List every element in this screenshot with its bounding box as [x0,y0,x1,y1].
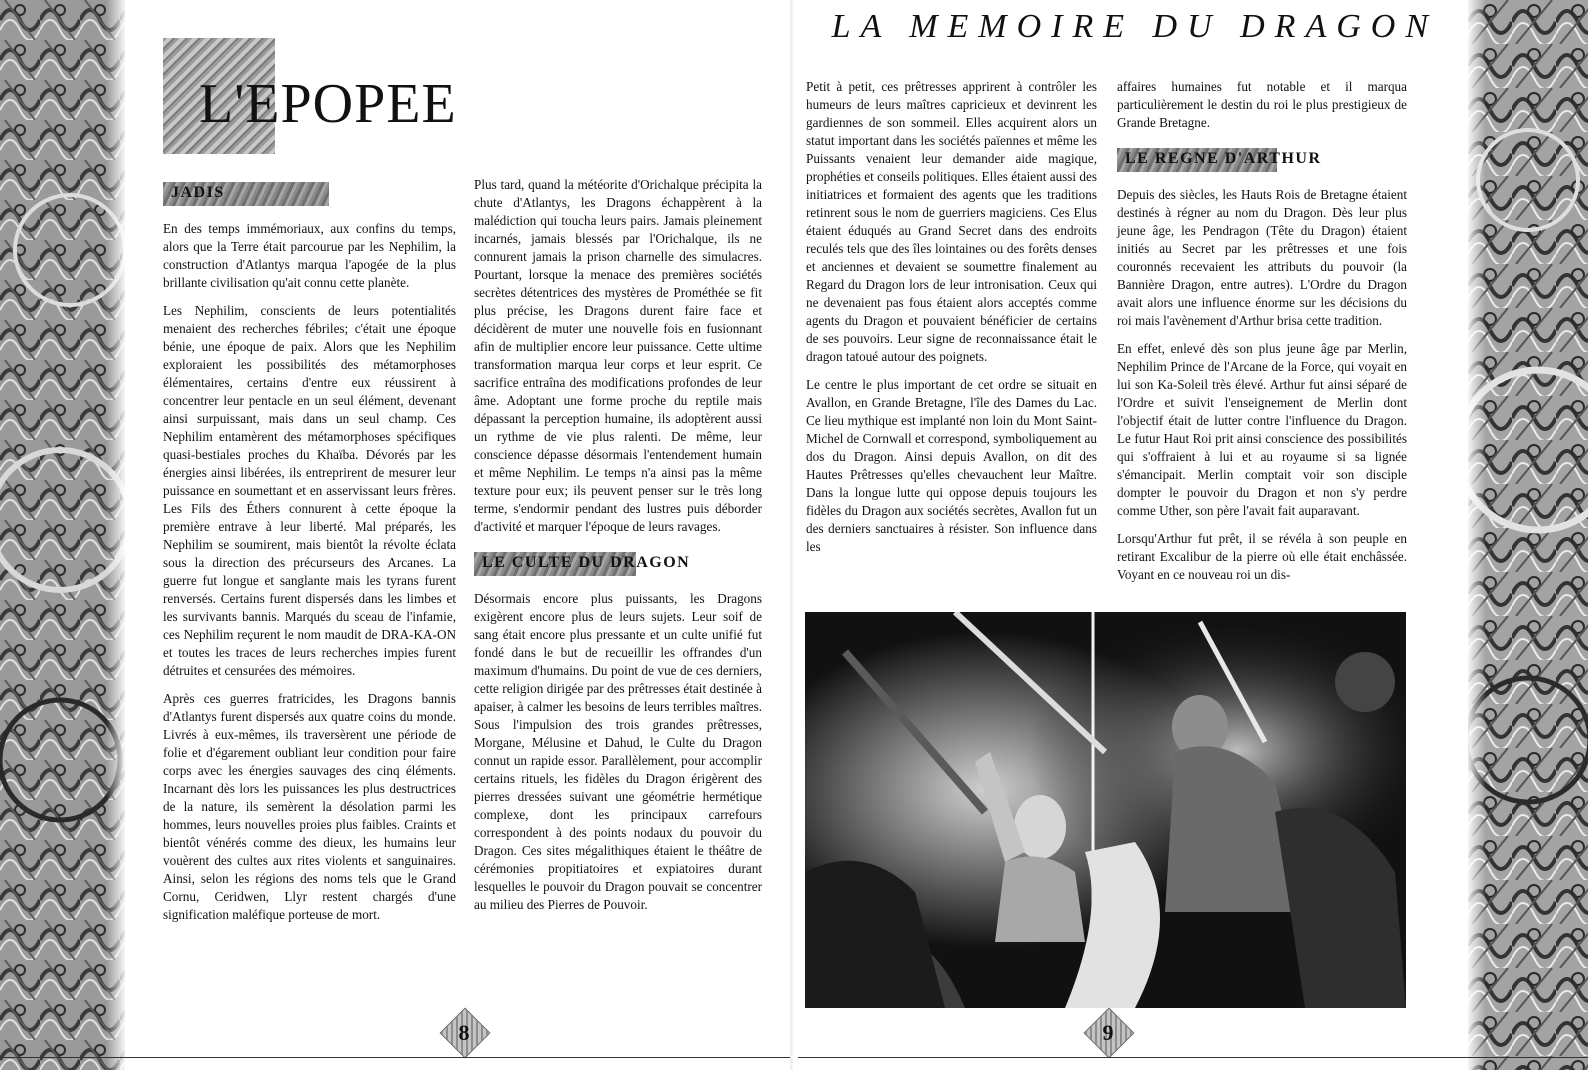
page-number-ornament-right [1084,1008,1132,1056]
section-heading-jadis [163,180,456,208]
right-column-2 [1117,78,1407,594]
paragraph: affaires humaines fut notable et il marqua particulièrement le destin du roi le plus prestigieux de Grande Bretagne. [1117,79,1407,130]
left-column-2 [474,176,762,924]
left-ornamental-border [0,0,125,1070]
right-ornamental-border [1468,0,1588,1070]
left-column-1 [163,180,456,934]
bottom-rule [798,1057,1588,1058]
paragraph: Depuis des siècles, les Hauts Rois de Bretagne étaient destinés à régner au nom du Dragon. Dès leur plus jeune âge, les Pendragon (Tête du Dragon) étaient initiés au Secret par les prêtresses et une fois couronnés recevaient les attributs du pouvoir (la Bannière Dragon, entre autres). L'Ordre du Dragon avait alors une influence énorme sur les décisions du roi mais l'avènement d'Arthur brisa cette tradition. [1117,187,1407,328]
section-heading-regne [1117,146,1407,174]
paragraph: En effet, enlevé dès son plus jeune âge par Merlin, Nephilim Prince de l'Arcane de la Force, qui voyait en lui son Ka-Soleil très élevé. Arthur fut ainsi séparé de l'Ordre et suivit l'enseignement de Merlin dont l'objectif était de lutter contre l'influence du Dragon. Le futur Haut Roi prit ainsi conscience des possibilités qui s'offraient à lui et au royaume si sa lignée s'émancipait. Merlin comptait voir son disciple dompter le pouvoir du Dragon et non s'y perdre comme Uther, son père l'avait fait auparavant. [1117,341,1407,518]
section-heading-culte [474,550,762,578]
paragraph: Lorsqu'Arthur fut prêt, il se révéla à son peuple en retirant Excalibur de la pierre où elle était enchâssée. Voyant en ce nouveau roi un dis- [1117,531,1407,582]
bottom-rule [0,1057,790,1058]
paragraph: Après ces guerres fratricides, les Dragons bannis d'Atlantys furent dispersés aux quatre coins du monde. Livrés à eux-mêmes, ils traversèrent une période de folie et d'égarement oubliant leur condition pour faire corps avec les énergies sauvages des cinq éléments. Incarnant dès lors les puissances les plus destructrices de la nature, ils semèrent la désolation parmi les hommes, leurs nouvelles proies plus faibles. Craints et bientôt vénérés comme des dieux, les humains leur vouèrent des cultes aux rites violents et sanguinaires. Ainsi, selon les régions des noms tels que le Grand Cornu, Ceridwen, Llyr restent chargés d'une signification maléfique porteuse de mort. [163,691,456,922]
page-number: 9 [1102,1020,1114,1045]
paragraph: Les Nephilim, conscients de leurs potentialités menaient des recherches fébriles; c'était une époque bénie, une époque de paix. Alors que les Nephilim exploraient les possibilités des métamorphoses élémentaires, certains d'entre eux réussirent à concentrer leur pentacle en un seul élément, devenant ainsi surpuissant, mais dans un seul champ. Ces Nephilim entamèrent des métamorphoses spécifiques quasi-bestiales proches du Khaïba. Dévorés par les énergies ainsi libérées, ils entreprirent de mesurer leur puissance en soumettant et en asservissant leurs frères. Les Fils des Éthers connurent à cette époque la première entrave à leur liberté. Mal préparés, les Nephilim se soumirent, mais bientôt la révolte éclata sous la direction des précurseurs des Arcanes. La guerre fut longue et sanglante mais les tyrans furent renversés. Certains furent dispersés dans les limbes et les survivants bannis. Marqués du sceau de l'infamie, ces Nephilim reçurent le nom maudit de DRA-KA-ON et toutes les traces de leurs recherches impies furent détruites et censurées des mémoires. [163,303,456,678]
section-heading-label: LE REGNE D'ARTHUR [1125,150,1322,167]
running-header: LA MEMOIRE DU DRAGON [831,8,1438,45]
paragraph: Le centre le plus important de cet ordre se situait en Avallon, en Grande Bretagne, l'île des Dames du Lac. Ce lieu mythique est implanté non loin du Mont Saint-Michel de Cornwall et correspond, symboliquement au dos du Dragon. Ainsi depuis Avallon, on dit des Hautes Prêtresses qu'elles chevauchent leur Maître. Dans la longue lutte qui oppose depuis toujours les fidèles du Dragon aux sociétés secrètes, Avallon fut un des derniers sanctuaires à résister. Son influence dans les [806,377,1097,554]
page-number-ornament-left [440,1008,488,1056]
paragraph: Petit à petit, ces prêtresses apprirent à contrôler les humeurs de leurs maîtres capricieux et devinrent les gardiennes de son sommeil. Elles acquirent alors un statut important dans les sociétés païennes et même les Puissants venaient leur demander aide magique, prophéties et conseils politiques. Elles étaient aussi des initiatrices et formaient des agents que les traditions retinrent sous le nom de guerriers magiciens. Ces Elus étaient éduqués au Grand Secret dans des endroits reculés tels que des îles lointaines ou des forêts denses et anciennes et devaient se soumettre finalement au Regard du Dragon lors de leur intronisation. Ceux qui ne devenaient pas fous étaient alors acceptés comme agents du Dragon et pouvaient bénéficier de certains de ses pouvoirs. Leur signe de reconnaissance était le dragon tatoué autour des poignets. [806,79,1097,364]
battle-illustration [805,612,1406,1008]
paragraph: Désormais encore plus puissants, les Dragons exigèrent encore plus de leurs sujets. Leur soif de sang était encore plus pressante et un culte unifié fut fondé dans le but de recueillir les offrandes d'un maximum d'humains. Du point de vue de ces derniers, cette religion dirigée par des prêtresses était destinée à apaiser, à calmer les besoins de leurs terribles maîtres. Sous l'impulsion des trois grandes prêtresses, Morgane, Mélusine et Dahud, le Culte du Dragon connut un rapide essor. Parallèlement, pour accomplir certains rituels, les fidèles du Dragon érigèrent des pierres dressées suivant une géométrie hermétique complexe, dont les principaux carrefours correspondent à des points nodaux du pouvoir du Dragon. Ces sites mégalithiques étaient le théâtre de cérémonies propitiatoires et expiatoires durant lesquelles le pouvoir du Dragon pouvait se concentrer au milieu des Pierres de Pouvoir. [474,591,762,912]
chapter-title-text: L'EPOPEE [199,73,457,135]
paragraph: Plus tard, quand la météorite d'Orichalque précipita la chute d'Atlantys, les Dragons échappèrent à la malédiction qui toucha leurs pairs. Jamais pleinement incarnés, jamais blessés par l'Orichalque, ils ne connurent jamais la prison charnelle des simulacres. Pourtant, lorsque la menace des premières sociétés secrètes détentrices des mystères de Prométhée se fit plus précise, les Dragons durent faire face et décidèrent de muter une nouvelle fois en fusionnant afin de multiplier encore leur puissance. Cette ultime transformation marqua leur corps et leur esprit. Ce sacrifice entraîna des modifications profondes de leur âme. Adoptant une forme proche du reptile mais dépassant la perception humaine, ils adoptèrent aussi un rythme de vie plus ralenti. De même, leur conscience dépasse désormais l'entendement humain et même Nephilim. Le temps n'a ainsi pas la même texture pour eux; ils peuvent penser sur le très long terme, s'endormir pendant des lustres puis déborder d'activité et marquer l'époque de leurs ravages. [474,177,762,534]
section-heading-label: LE CULTE DU DRAGON [482,554,691,571]
paragraph: En des temps immémoriaux, aux confins du temps, alors que la Terre était parcourue par les Nephilim, la construction d'Atlantys marqua l'apogée de la plus brillante civilisation qu'ait connu cette planète. [163,221,456,290]
page-number: 8 [458,1020,470,1045]
right-column-1 [806,78,1097,566]
chapter-title [163,38,493,154]
section-heading-label: JADIS [171,184,225,201]
